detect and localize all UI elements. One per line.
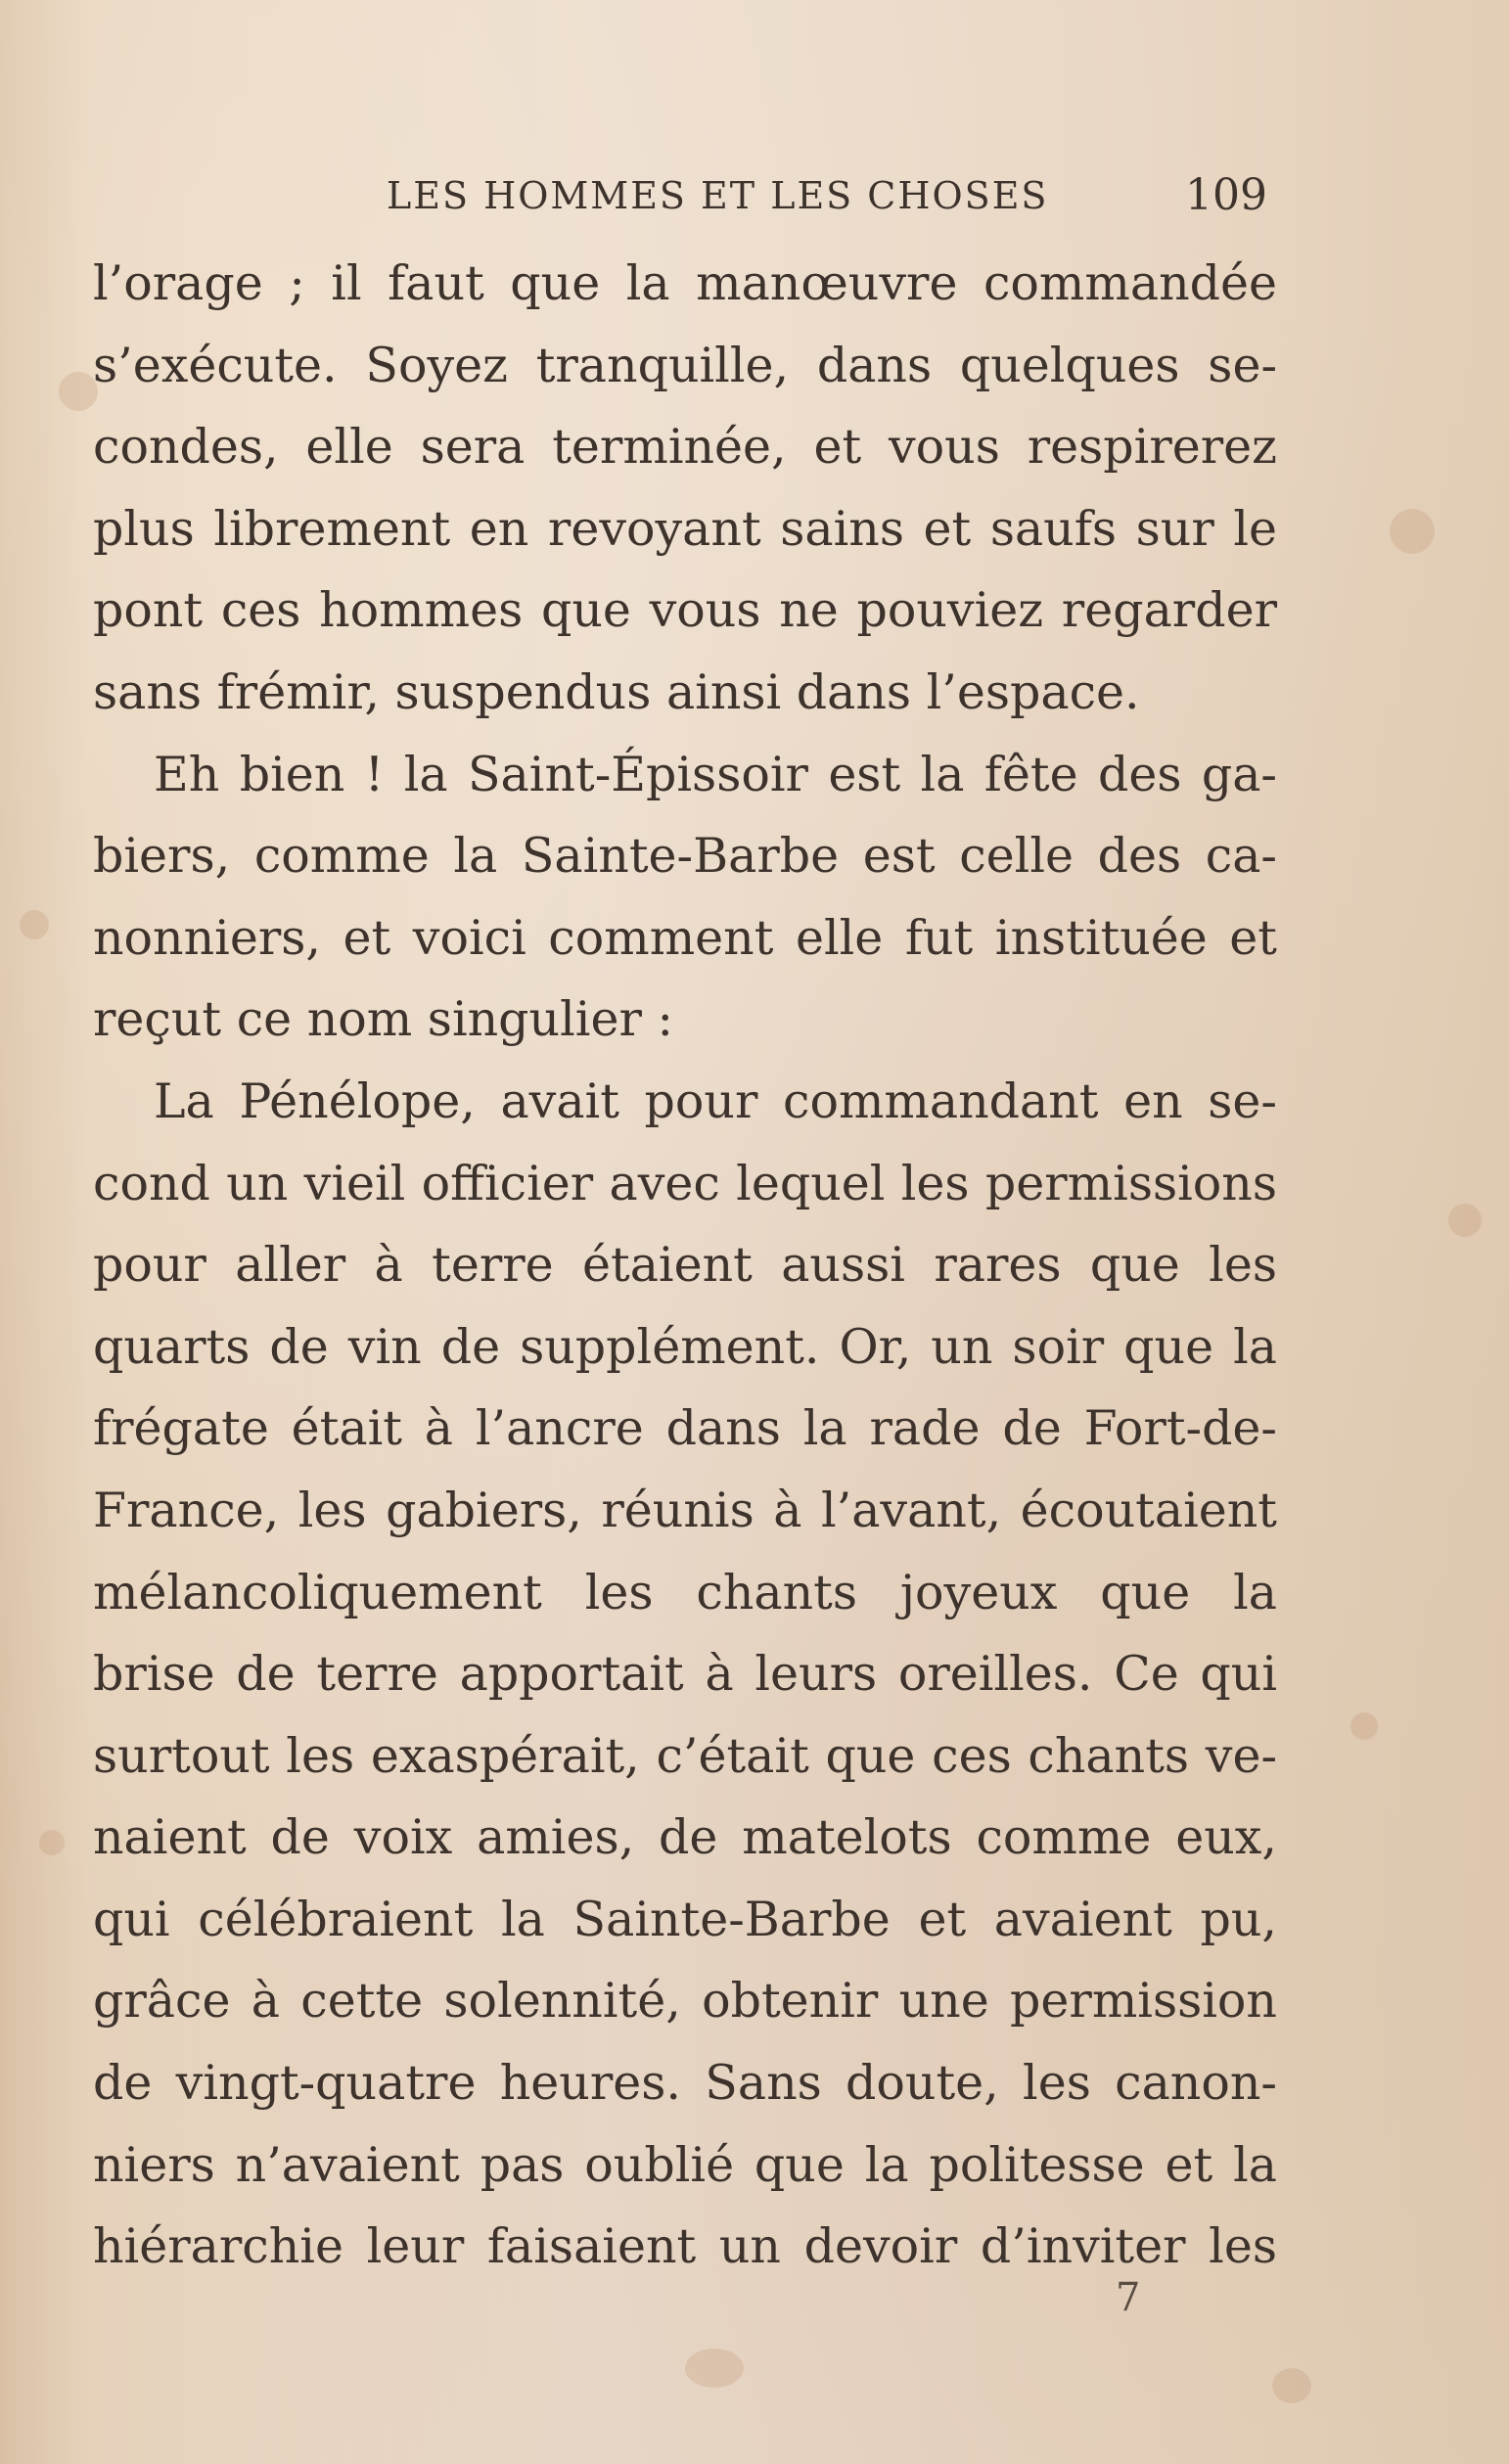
text-line: pont ces hommes que vous ne pouviez regarder [93,582,1277,639]
text-line: naient de voix amies, de matelots comme eux, [93,1809,1277,1866]
foxing-spot [20,910,49,939]
text-line: frégate était à l’ancre dans la rade de Fort-de- [93,1400,1277,1457]
foxing-spot [1272,2368,1311,2403]
text-line: de vingt-quatre heures. Sans doute, les canon- [93,2055,1277,2112]
page-number: 109 [1185,170,1267,220]
text-line: condes, elle sera terminée, et vous respirerez [93,419,1277,476]
page-body [93,243,1277,2288]
text-line: plus librement en revoyant sains et saufs sur le [93,500,1277,557]
text-line: qui célébraient la Sainte-Barbe et avaient pu, [93,1891,1277,1947]
text-line: quarts de vin de supplément. Or, un soir que la [93,1318,1277,1375]
text-line: pour aller à terre étaient aussi rares que les [93,1237,1277,1294]
text-line: mélancoliquement les chants joyeux que la [93,1564,1277,1620]
text-line: Eh bien ! la Saint-Épissoir est la fête des ga- [154,746,1277,802]
text-line: France, les gabiers, réunis à l’avant, écoutaient [93,1482,1277,1538]
foxing-spot [685,2349,744,2388]
foxing-spot [59,372,98,411]
text-line: sans frémir, suspendus ainsi dans l’espace. [93,663,1140,720]
text-line: grâce à cette solennité, obtenir une permission [93,1973,1277,2030]
foxing-spot [1350,1712,1378,1740]
text-line: nonniers, et voici comment elle fut instituée et [93,909,1277,966]
foxing-spot [1390,509,1435,554]
text-line: l’orage ; il faut que la manœuvre commandée [93,255,1277,311]
text-line: reçut ce nom singulier : [93,991,673,1048]
text-line: La Pénélope, avait pour commandant en se- [154,1072,1277,1129]
text-line: s’exécute. Soyez tranquille, dans quelques se- [93,337,1277,393]
text-line: cond un vieil officier avec lequel les permissions [93,1155,1277,1211]
text-line: biers, comme la Sainte-Barbe est celle des ca- [93,828,1277,885]
running-title: LES HOMMES ET LES CHOSES [387,174,1049,217]
text-line: surtout les exaspérait, c’était que ces chants ve- [93,1727,1277,1784]
text-line: hiérarchie leur faisaient un devoir d’inviter les [93,2218,1277,2275]
signature-mark: 7 [1116,2275,1141,2320]
foxing-spot [1448,1204,1482,1237]
text-line: niers n’avaient pas oublié que la politesse et la [93,2136,1277,2193]
foxing-spot [39,1830,65,1855]
text-line: brise de terre apportait à leurs oreilles. Ce qui [93,1646,1277,1703]
page-header [387,168,1306,223]
